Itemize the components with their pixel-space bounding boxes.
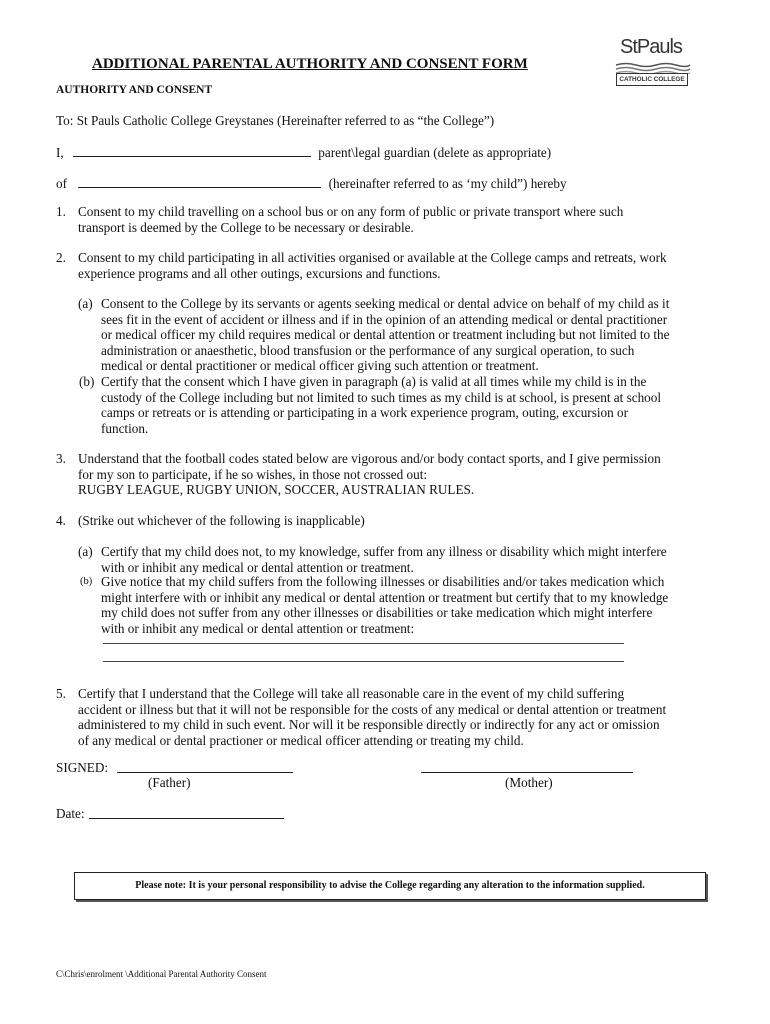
guardian-line [56,145,551,161]
item-5-text [78,686,666,748]
item-line: for my son to participate, if he so wishes, in those not crossed out: [78,466,428,482]
date-label: Date: [56,806,85,821]
sub-line: medical or dental practitioner or medical officer giving such attention or treatment. [101,358,539,374]
sub-line: camps or retreats or is attending or participating in a work experience program, outing, excursion or [101,405,628,421]
item-3-text [78,451,661,498]
sub-label: (b) [79,374,95,389]
item-4b-text [101,574,668,636]
item-number: 5. [56,686,66,701]
sub-line: Certify that the consent which I have given in paragraph (a) is valid at all times while my child is in the [101,374,647,389]
to-line: To: St Pauls Catholic College Greystanes (Hereinafter referred to as “the College”) [56,113,495,128]
form-title: ADDITIONAL PARENTAL AUTHORITY AND CONSENT FORM [92,56,528,72]
mother-label: (Mother) [505,775,553,790]
child-line [56,176,567,192]
logo-name: StPauls [620,36,682,58]
father-signature-field[interactable] [117,772,293,773]
mother-signature-field[interactable] [421,772,633,773]
item-number: 3. [56,451,66,466]
item-line: administered to my child in such event. Nor will it be responsible directly or indirectly for any act or omission [78,717,660,733]
illness-entry-line[interactable] [103,661,624,662]
sub-line: custody of the College including but not limited to such times as my child is at school, is present at school [101,389,662,405]
child-prefix: of [56,176,67,191]
sub-line: might interfere with or inhibit any medical or dental attention or treatment but certify that to my knowledge [101,589,669,605]
signed-label: SIGNED: [56,760,109,775]
item-line: Certify that I understand that the College will take all reasonable care in the event of my child suffering [78,686,625,701]
sub-line: Give notice that my child suffers from the following illnesses or disabilities and/or takes medication which [101,574,665,589]
sub-line: with or inhibit any medical or dental attention or treatment. [101,559,414,575]
father-label: (Father) [148,775,191,790]
illness-entry-line[interactable] [103,643,624,644]
sub-line: Certify that my child does not, to my knowledge, suffer from any illness or disability which might interfere [101,544,667,559]
item-number: 1. [56,204,66,219]
sub-line: administration or anaesthetic, blood transfusion or the performance of any surgical operation, to such [101,342,635,358]
football-codes: RUGBY LEAGUE, RUGBY UNION, SOCCER, AUSTRALIAN RULES. [78,482,475,498]
item-1-text [78,204,623,235]
item-number: 4. [56,513,66,528]
guardian-prefix: I, [56,145,64,160]
item-line: accident or illness but that it will not be responsible for the costs of any medical or dental attention or treatment [78,701,667,717]
note-text: Please note: It is your personal responsibility to advise the College regarding any alteration to the information supplied. [135,880,645,891]
sub-label: (a) [78,544,93,559]
logo-subtitle: CATHOLIC COLLEGE [616,73,688,86]
sub-line: with or inhibit any medical or dental attention or treatment: [101,620,415,636]
item-number: 2. [56,250,66,265]
sub-label: (b) [80,576,93,587]
sub-label: (a) [78,296,93,311]
item-2-text [78,250,667,281]
sub-line: function. [101,420,149,436]
item-line: (Strike out whichever of the following is inapplicable) [78,513,365,528]
item-4a-text [101,544,667,575]
footer-path: C\Chris\enrolment \Additional Parental Authority Consent [56,969,267,979]
item-4-text [78,513,365,529]
item-line: Consent to my child travelling on a school bus or on any form of public or private transport where such [78,204,624,219]
item-line: Understand that the football codes stated below are vigorous and/or body contact sports, and I give permission [78,451,661,466]
guardian-name-field[interactable] [73,145,311,157]
sub-line: Consent to the College by its servants or agents seeking medical or dental advice on behalf of my child as it [101,296,670,311]
child-name-field[interactable] [78,176,321,188]
item-2a-text [101,296,669,374]
college-logo [614,30,692,90]
item-line: experience programs and all other outings, excursions and functions. [78,265,441,281]
sub-line: or medical officer my child requires medical or dental attention or treatment including but not limited to the [101,327,670,343]
sub-line: my child does not suffer from any other illnesses or disabilities or take medication which might interfere [101,605,653,621]
guardian-suffix: parent\legal guardian (delete as appropriate) [318,145,552,160]
date-field[interactable] [89,818,284,819]
note-box [74,872,706,900]
item-line: transport is deemed by the College to be necessary or desirable. [78,219,414,235]
child-suffix: (hereinafter referred to as ‘my child”) hereby [328,176,567,191]
item-2b-text [101,374,661,436]
sub-line: sees fit in the event of accident or illness and if in the opinion of an attending medical or dental practitioner [101,311,668,327]
item-line: Consent to my child participating in all activities organised or available at the College camps and retreats, work [78,250,667,265]
section-heading: AUTHORITY AND CONSENT [56,84,213,96]
item-line: of any medical or dental practioner or medical officer attending or treating my child. [78,732,524,748]
